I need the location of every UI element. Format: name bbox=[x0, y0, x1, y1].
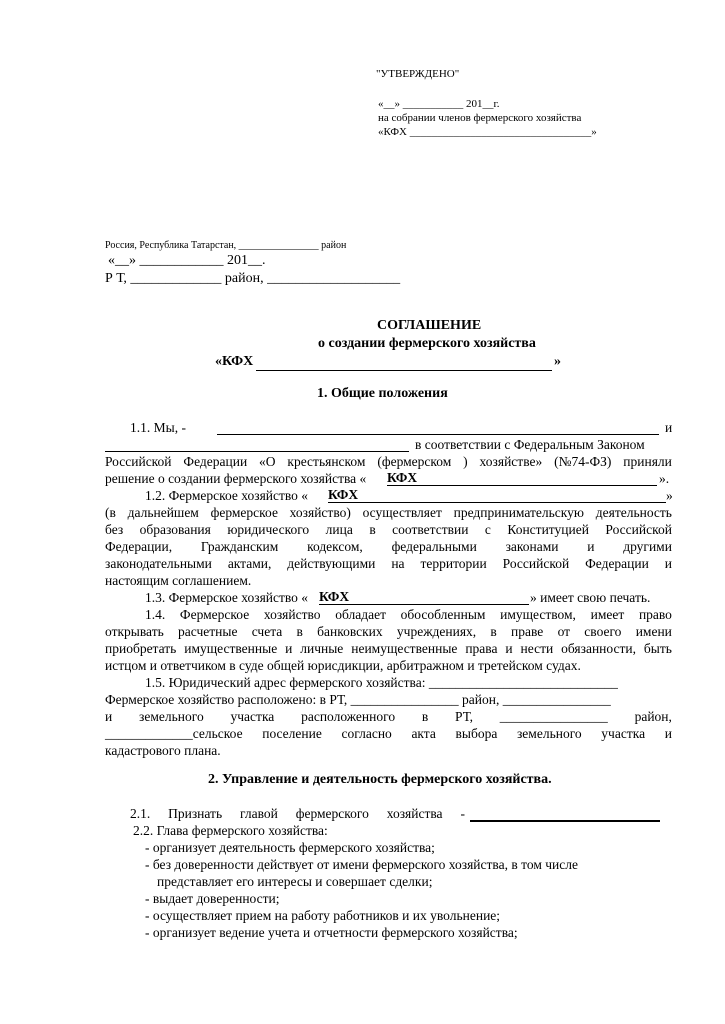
word: имени bbox=[635, 624, 672, 639]
s2-item-hiring: - осуществляет прием на работу работников и их увольнение; bbox=[145, 908, 501, 923]
word: в bbox=[296, 624, 303, 639]
word: Российской bbox=[105, 454, 172, 469]
word: расположенного bbox=[301, 709, 396, 724]
s1-p3-kfh-underline bbox=[319, 604, 529, 605]
word: 2.1. bbox=[130, 806, 151, 821]
word: другими bbox=[623, 539, 672, 554]
word: своего bbox=[584, 624, 622, 639]
s1-p2-close: » bbox=[666, 488, 673, 503]
word: личные bbox=[300, 641, 344, 656]
word: крестьянском bbox=[287, 454, 366, 469]
word: хозяйстве» bbox=[479, 454, 543, 469]
s2-item-power-of-attorney: - выдает доверенности; bbox=[145, 891, 280, 906]
word: ________________ bbox=[499, 709, 608, 724]
s1-p1-kfh-underline bbox=[387, 485, 657, 486]
s2-p1-words bbox=[130, 806, 465, 822]
s1-p4-line2 bbox=[105, 624, 672, 640]
word: актами, bbox=[227, 556, 272, 571]
s1-p2-line4 bbox=[105, 539, 672, 555]
word: и bbox=[105, 709, 113, 724]
word: хозяйство) bbox=[289, 505, 351, 520]
s1-p5-line4 bbox=[105, 726, 672, 742]
word: и bbox=[664, 556, 672, 571]
word: ) bbox=[463, 454, 468, 469]
word: земельного bbox=[516, 726, 582, 741]
s1-p5-line2: Фермерское хозяйство расположено: в РТ, ________________ район, ________________ bbox=[105, 692, 611, 707]
section2-title: 2. Управление и деятельность фермерского хозяйства. bbox=[208, 772, 552, 787]
word: фермерского bbox=[295, 806, 369, 821]
s2-item-represent: представляет его интересы и совершает сделки; bbox=[157, 874, 433, 889]
word: и bbox=[587, 539, 595, 554]
s1-p2-line2 bbox=[105, 505, 672, 521]
word: открывать bbox=[105, 624, 164, 639]
s1-p1-start: 1.1. Мы, - bbox=[130, 420, 186, 435]
document-kfh-close: » bbox=[554, 354, 561, 369]
word: Федерации, bbox=[105, 539, 173, 554]
s1-p1-and: и bbox=[665, 420, 673, 435]
word: Российской bbox=[502, 556, 570, 571]
approval-kfh: «КФХ _________________________________» bbox=[378, 126, 597, 138]
s1-p1-accord: в соответствии с Федеральным Законом bbox=[415, 437, 645, 452]
word: хозяйства bbox=[386, 806, 443, 821]
word: обладает bbox=[335, 607, 386, 622]
s2-item-organize: - организует деятельность фермерского хозяйства; bbox=[145, 840, 435, 855]
word: приобретать bbox=[105, 641, 177, 656]
word: РТ, bbox=[455, 709, 473, 724]
approval-title: "УТВЕРЖДЕНО" bbox=[376, 68, 460, 80]
word: участка bbox=[230, 709, 275, 724]
word: в bbox=[369, 522, 376, 537]
word: право bbox=[638, 607, 672, 622]
s1-p1-line3 bbox=[105, 454, 672, 470]
s1-p1-blank-1 bbox=[217, 434, 659, 435]
place-line-date: «__» ____________ 201__. bbox=[108, 253, 266, 268]
word: участка bbox=[601, 726, 646, 741]
word: юридического bbox=[227, 522, 310, 537]
word: территории bbox=[420, 556, 487, 571]
s1-p3-start: 1.3. Фермерское хозяйство « bbox=[145, 590, 309, 605]
word: на bbox=[391, 556, 405, 571]
word: Признать bbox=[168, 806, 223, 821]
word: федеральными bbox=[391, 539, 477, 554]
word: без bbox=[105, 522, 124, 537]
word: и bbox=[664, 726, 672, 741]
word: неимущественные bbox=[351, 641, 458, 656]
word: деятельность bbox=[595, 505, 672, 520]
word: в bbox=[490, 624, 497, 639]
word: действующими bbox=[287, 556, 376, 571]
word: имущественные bbox=[184, 641, 278, 656]
word: осуществляет bbox=[362, 505, 442, 520]
s1-p1-blank-2 bbox=[105, 451, 409, 452]
word: Федерации bbox=[585, 556, 649, 571]
s1-p1-close: ». bbox=[659, 471, 670, 486]
word: кодексом, bbox=[307, 539, 363, 554]
s1-p3-end: » имеет свою печать. bbox=[530, 590, 651, 605]
s1-p3-kfh: КФХ bbox=[319, 589, 350, 604]
s1-p2-line5 bbox=[105, 556, 672, 572]
document-title: СОГЛАШЕНИЕ bbox=[377, 318, 482, 333]
word: быть bbox=[643, 641, 672, 656]
word: Конституцией bbox=[507, 522, 589, 537]
word: выбора bbox=[455, 726, 498, 741]
document-subtitle: о создании фермерского хозяйства bbox=[318, 336, 536, 351]
word: поселение bbox=[262, 726, 322, 741]
word: права bbox=[465, 641, 498, 656]
place-line-region: Россия, Республика Татарстан, ________________ район bbox=[105, 240, 347, 251]
word: земельного bbox=[139, 709, 204, 724]
word: предпринимательскую bbox=[453, 505, 585, 520]
word: район, bbox=[634, 709, 672, 724]
word: праве bbox=[511, 624, 544, 639]
word: (в bbox=[105, 505, 116, 520]
word: приняли bbox=[623, 454, 672, 469]
word: учреждениях, bbox=[396, 624, 477, 639]
word: - bbox=[460, 806, 465, 821]
document-kfh-open: «КФХ bbox=[215, 354, 254, 369]
word: нести bbox=[520, 641, 554, 656]
word: обособленным bbox=[400, 607, 486, 622]
s1-p1-kfh: КФХ bbox=[387, 470, 418, 485]
word: хозяйство bbox=[263, 607, 321, 622]
word: лица bbox=[325, 522, 353, 537]
s1-p4-line1 bbox=[145, 607, 672, 623]
word: (фермерском bbox=[377, 454, 452, 469]
s1-p2-start: 1.2. Фермерское хозяйство « bbox=[145, 488, 309, 503]
word: соответствии bbox=[392, 522, 469, 537]
word: расчетные bbox=[178, 624, 238, 639]
word: Российской bbox=[605, 522, 672, 537]
word: Фермерское bbox=[179, 607, 250, 622]
word: в bbox=[421, 709, 429, 724]
word: согласно bbox=[341, 726, 392, 741]
s1-p2-kfh: КФХ bbox=[328, 487, 359, 502]
word: Гражданским bbox=[200, 539, 279, 554]
approval-meeting: на собрании членов фермерского хозяйства bbox=[378, 112, 582, 124]
s2-p2: 2.2. Глава фермерского хозяйства: bbox=[133, 823, 328, 838]
document-kfh-underline bbox=[256, 370, 552, 371]
word: «О bbox=[259, 454, 276, 469]
s1-p4-line3 bbox=[105, 641, 672, 657]
word: акта bbox=[411, 726, 436, 741]
word: 1.4. bbox=[145, 607, 166, 622]
word: имеет bbox=[590, 607, 625, 622]
s1-p5-line3 bbox=[105, 709, 672, 725]
word: и bbox=[505, 641, 513, 656]
s1-p5-start: 1.5. Юридический адрес фермерского хозяйства: ____________________________ bbox=[145, 675, 618, 690]
word: с bbox=[484, 522, 491, 537]
s2-p1-head-blank bbox=[470, 820, 660, 822]
word: главой bbox=[239, 806, 278, 821]
s1-p2-last: настоящим соглашением. bbox=[105, 573, 252, 588]
place-line-district: Р Т, _____________ район, ___________________ bbox=[105, 271, 401, 286]
word: имуществом, bbox=[500, 607, 576, 622]
word: Федерации bbox=[183, 454, 248, 469]
approval-date-line: «__» ___________ 201__г. bbox=[378, 98, 500, 110]
word: законами bbox=[505, 539, 559, 554]
word: фермерское bbox=[210, 505, 278, 520]
word: законодательными bbox=[105, 556, 212, 571]
word: дальнейшем bbox=[127, 505, 199, 520]
s1-p1-decision: решение о создании фермерского хозяйства « bbox=[105, 471, 367, 486]
word: (№74-ФЗ) bbox=[554, 454, 612, 469]
word: _____________сельское bbox=[105, 726, 243, 741]
s1-p2-kfh-underline bbox=[328, 502, 666, 503]
word: и bbox=[285, 641, 293, 656]
s2-item-accounting: - организует ведение учета и отчетности фермерского хозяйства; bbox=[145, 925, 518, 940]
word: образования bbox=[139, 522, 211, 537]
s1-p4-last: истцом и ответчиком в суде общей юрисдикции, арбитражном и третейском судах. bbox=[105, 658, 581, 673]
section1-title: 1. Общие положения bbox=[317, 386, 448, 401]
s1-p2-line3 bbox=[105, 522, 672, 538]
word: обязанности, bbox=[561, 641, 636, 656]
word: от bbox=[557, 624, 571, 639]
word: счета bbox=[251, 624, 283, 639]
word: банковских bbox=[317, 624, 383, 639]
s1-p5-last: кадастрового плана. bbox=[105, 743, 221, 758]
s2-item-act-on-behalf: - без доверенности действует от имени фермерского хозяйства, в том числе bbox=[145, 857, 578, 872]
